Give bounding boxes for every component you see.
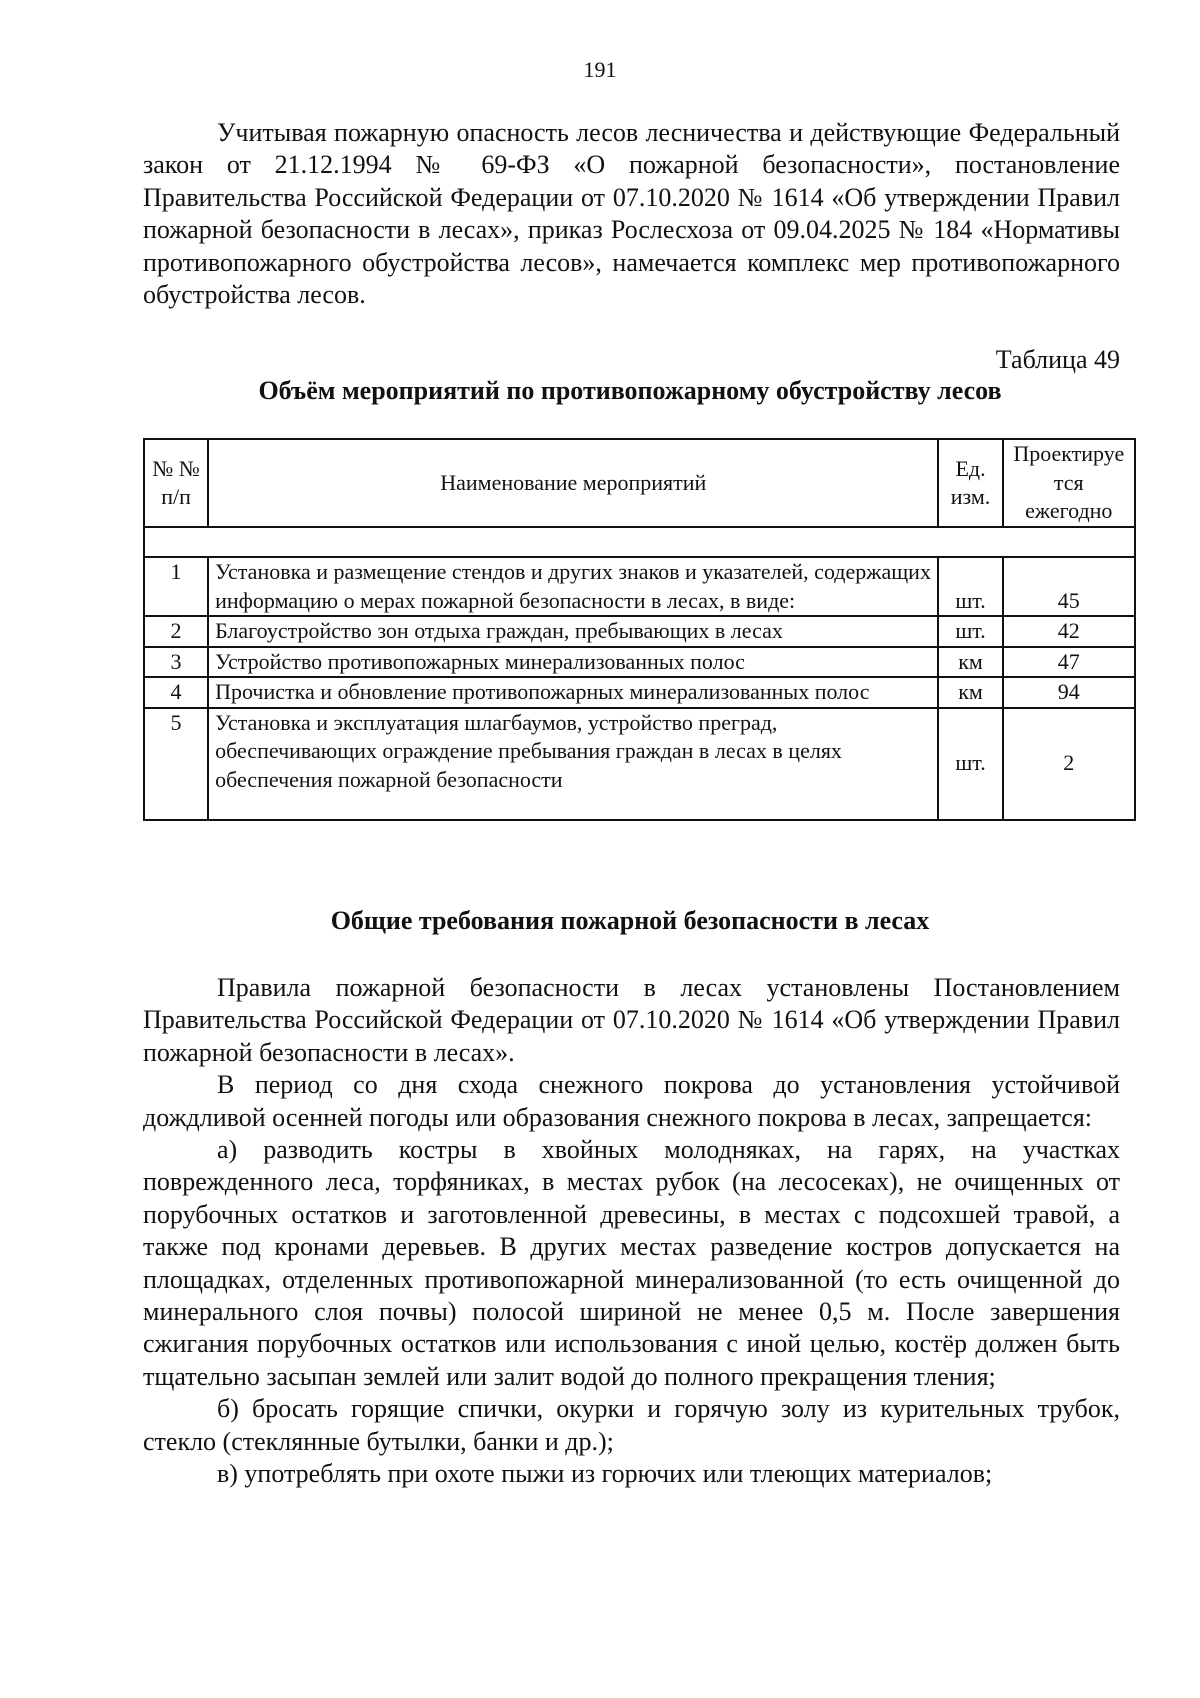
table-header-row — [144, 439, 1135, 527]
row-num: 4 — [144, 677, 208, 708]
paragraph: В период со дня схода снежного покрова до установления устойчивой дождливой осенней погоды или образования снежного покрова в лесах, запрещается: — [143, 1070, 1120, 1132]
paragraph: в) употреблять при охоте пыжи из горючих или тлеющих материалов; — [217, 1459, 993, 1489]
table-row — [144, 647, 1135, 678]
row-num: 3 — [144, 647, 208, 678]
row-value: 2 — [1003, 708, 1135, 820]
page-number: 191 — [583, 57, 617, 82]
row-value: 45 — [1003, 557, 1135, 616]
row-unit: шт. — [938, 557, 1002, 616]
body-text — [143, 972, 1120, 1491]
intro-block — [143, 117, 1120, 311]
row-name: Благоустройство зон отдыха граждан, пребывающих в лесах — [208, 616, 938, 647]
row-name: Установка и размещение стендов и других знаков и указателей, содержащих информацию о мерах пожарной безопасности в лесах, в виде: — [208, 557, 938, 616]
table-label: Таблица 49 — [995, 345, 1120, 374]
row-name: Прочистка и обновление противопожарных минерализованных полос — [208, 677, 938, 708]
table-row — [144, 708, 1135, 820]
row-num: 5 — [144, 708, 208, 820]
row-num: 2 — [144, 616, 208, 647]
header-value: Проектируе тся ежегодно — [1003, 439, 1135, 527]
header-num: № № п/п — [144, 439, 208, 527]
row-unit: км — [938, 647, 1002, 678]
paragraph: а) разводить костры в хвойных молодняках, на гарях, на участках поврежденного леса, торфяниках, в местах рубок (на лесосеках), не очищенных от порубочных остатков и заготовленной древесины, в местах с подсохшей травой, а также под кронами деревьев. В других местах разведение костров допускается на площадках, отделенных противопожарной минерализованной (то есть очищенной до минерального слоя почвы) полосой шириной не менее 0,5 м. После завершения сжигания порубочных остатков или использования с иной целью, костёр должен быть тщательно засыпан землей или залит водой до полного прекращения тления; — [143, 1135, 1120, 1391]
row-name: Установка и эксплуатация шлагбаумов, устройство преград, обеспечивающих ограждение пребывания граждан в лесах в целях обеспечения пожарной безопасности — [208, 708, 938, 820]
measures-table — [143, 438, 1136, 821]
row-value: 47 — [1003, 647, 1135, 678]
row-name: Устройство противопожарных минерализованных полос — [208, 647, 938, 678]
row-value: 94 — [1003, 677, 1135, 708]
intro-paragraph: Учитывая пожарную опасность лесов лесничества и действующие Федеральный закон от 21.12.1994 № 69-ФЗ «О пожарной безопасности», постановление Правительства Российской Федерации от 07.10.2020 № 1614 «Об утверждении Правил пожарной безопасности в лесах», приказ Рослесхоза от 09.04.2025 № 184 «Нормативы противопожарного обустройства лесов», намечается комплекс мер противопожарного обустройства лесов. — [143, 118, 1120, 310]
row-unit: км — [938, 677, 1002, 708]
header-unit: Ед. изм. — [938, 439, 1002, 527]
paragraph: б) бросать горящие спички, окурки и горячую золу из курительных трубок, стекло (стеклянные бутылки, банки и др.); — [143, 1394, 1120, 1456]
table-spacer-cell — [144, 527, 1135, 557]
row-unit: шт. — [938, 708, 1002, 820]
paragraph: Правила пожарной безопасности в лесах установлены Постановлением Правительства Российской Федерации от 07.10.2020 № 1614 «Об утверждении Правил пожарной безопасности в лесах». — [143, 973, 1120, 1067]
table-title: Объём мероприятий по противопожарному обустройству лесов — [258, 376, 1002, 405]
row-num: 1 — [144, 557, 208, 616]
table-row — [144, 677, 1135, 708]
section-title: Общие требования пожарной безопасности в лесах — [330, 906, 930, 935]
row-value: 42 — [1003, 616, 1135, 647]
header-name: Наименование мероприятий — [208, 439, 938, 527]
table-spacer-row — [144, 527, 1135, 557]
table-row — [144, 557, 1135, 616]
row-unit: шт. — [938, 616, 1002, 647]
table-row — [144, 616, 1135, 647]
